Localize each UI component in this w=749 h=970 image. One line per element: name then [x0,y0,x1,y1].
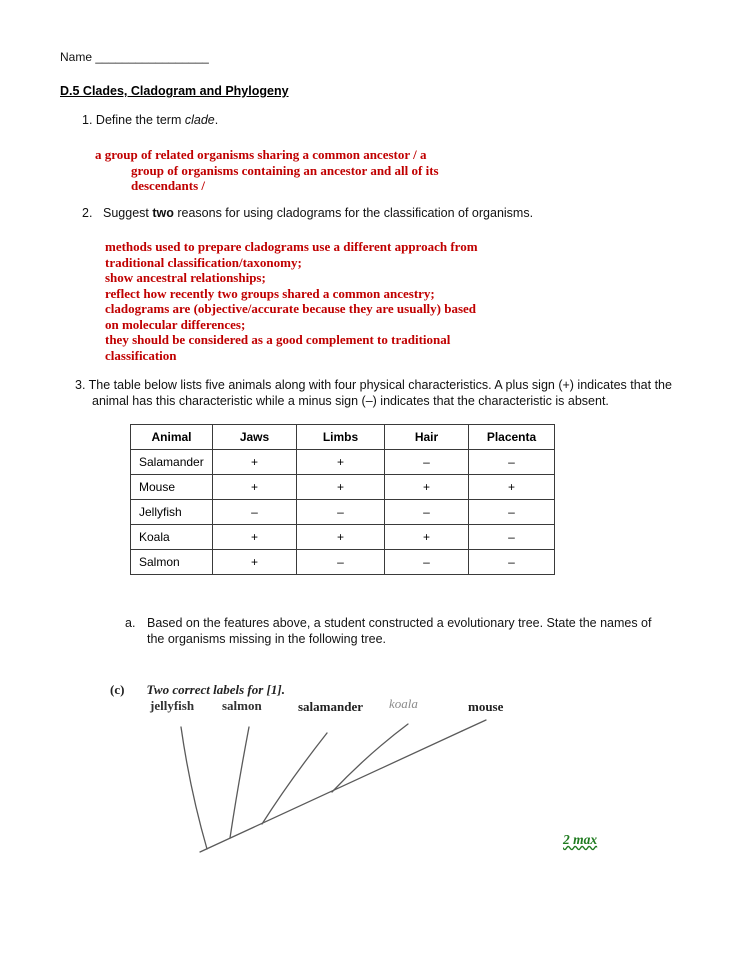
placenta-cell: – [469,500,555,525]
column-header-placenta: Placenta [469,425,555,450]
markscheme-instruction: Two correct labels for [1]. [146,682,285,697]
jaws-cell: + [213,525,297,550]
question-1-period: . [214,113,219,127]
column-header-limbs: Limbs [297,425,385,450]
answer-2-line: cladograms are (objective/accurate because they are usually) based [105,301,477,316]
cladogram-figure [140,710,620,870]
hair-cell: – [385,450,469,475]
animal-name-cell: Jellyfish [131,500,213,525]
placenta-cell: + [469,475,555,500]
table-header-row [131,425,555,450]
limbs-cell: + [297,525,385,550]
column-header-hair: Hair [385,425,469,450]
limbs-cell: – [297,550,385,575]
animal-name-cell: Mouse [131,475,213,500]
table-row [131,525,555,550]
placenta-cell: – [469,550,555,575]
jaws-cell: + [213,475,297,500]
cladogram-label-salmon: salmon [222,698,262,713]
page-title: D.5 Clades, Cladogram and Phylogeny [60,84,289,98]
jaws-cell: + [213,450,297,475]
question-1-text: Define the term [95,113,185,127]
question-1 [82,113,218,127]
table-row [131,450,555,475]
cladogram-label-mouse: mouse [468,699,504,714]
cladogram-branch-koala [332,724,408,792]
answer-2-line: they should be considered as a good complement to traditional [105,332,451,347]
question-3a [125,615,670,647]
question-2-bold-word: two [152,206,174,220]
animal-name-cell: Salamander [131,450,213,475]
table-row [131,550,555,575]
answer-1-line: descendants / [131,178,206,193]
animal-name-cell: Koala [131,525,213,550]
question-3a-text: Based on the features above, a student constructed a evolutionary tree. State the names of the organisms missing in the following tree. [147,616,652,646]
answer-2-line: on molecular differences; [105,316,246,332]
answer-1-line: group of organisms containing an ancestor and all of its [131,162,439,178]
limbs-cell: + [297,475,385,500]
column-header-jaws: Jaws [213,425,297,450]
question-3a-letter: a. [125,616,136,630]
jaws-cell: + [213,550,297,575]
markscheme-line [110,682,285,698]
answer-2 [105,239,478,363]
score-note: 2 max [563,832,598,847]
answer-2-line: reflect how recently two groups shared a common ancestry; [105,285,435,301]
limbs-cell: – [297,500,385,525]
question-3: 3. The table below lists five animals along with four physical characteristics. A plus sign (+) indicates that the animal has this characteristic while a minus sign (–) indicates that the characteristic is absent. [75,378,672,408]
hair-cell: + [385,475,469,500]
cladogram-branch-jellyfish [181,727,207,849]
cladogram-spine [200,731,462,852]
cladogram-label-jellyfish: jellyfish [150,698,195,713]
answer-2-line: methods used to prepare cladograms use a different approach from [105,239,478,254]
question-1-number: 1. [82,113,93,127]
answer-1 [95,147,439,194]
hair-cell: + [385,525,469,550]
cladogram-branch-salamander [262,733,327,824]
answer-2-line: traditional classification/taxonomy; [105,254,302,270]
name-field-label: Name _________________ [60,50,209,64]
characteristics-table [130,424,555,575]
question-2-text-prefix: Suggest [103,206,153,220]
cladogram-branch-mouse [462,720,486,731]
jaws-cell: – [213,500,297,525]
hair-cell: – [385,550,469,575]
markscheme-letter: (c) [110,682,125,697]
placenta-cell: – [469,525,555,550]
table-row [131,500,555,525]
question-1-term: clade [184,113,215,127]
question-2 [82,206,533,220]
column-header-animal: Animal [131,425,213,450]
cladogram-branch-salmon [230,727,249,838]
question-2-number: 2. [82,206,93,220]
cladogram-label-koala: koala [389,696,418,711]
answer-2-line: show ancestral relationships; [105,270,266,285]
answer-2-line: classification [105,347,177,363]
answer-1-line: a group of related organisms sharing a common ancestor / a [95,147,427,162]
question-2-text-suffix: reasons for using cladograms for the classification of organisms. [173,206,534,220]
placenta-cell: – [469,450,555,475]
cladogram-label-salamander: salamander [298,699,363,714]
table-row [131,475,555,500]
hair-cell: – [385,500,469,525]
limbs-cell: + [297,450,385,475]
animal-name-cell: Salmon [131,550,213,575]
